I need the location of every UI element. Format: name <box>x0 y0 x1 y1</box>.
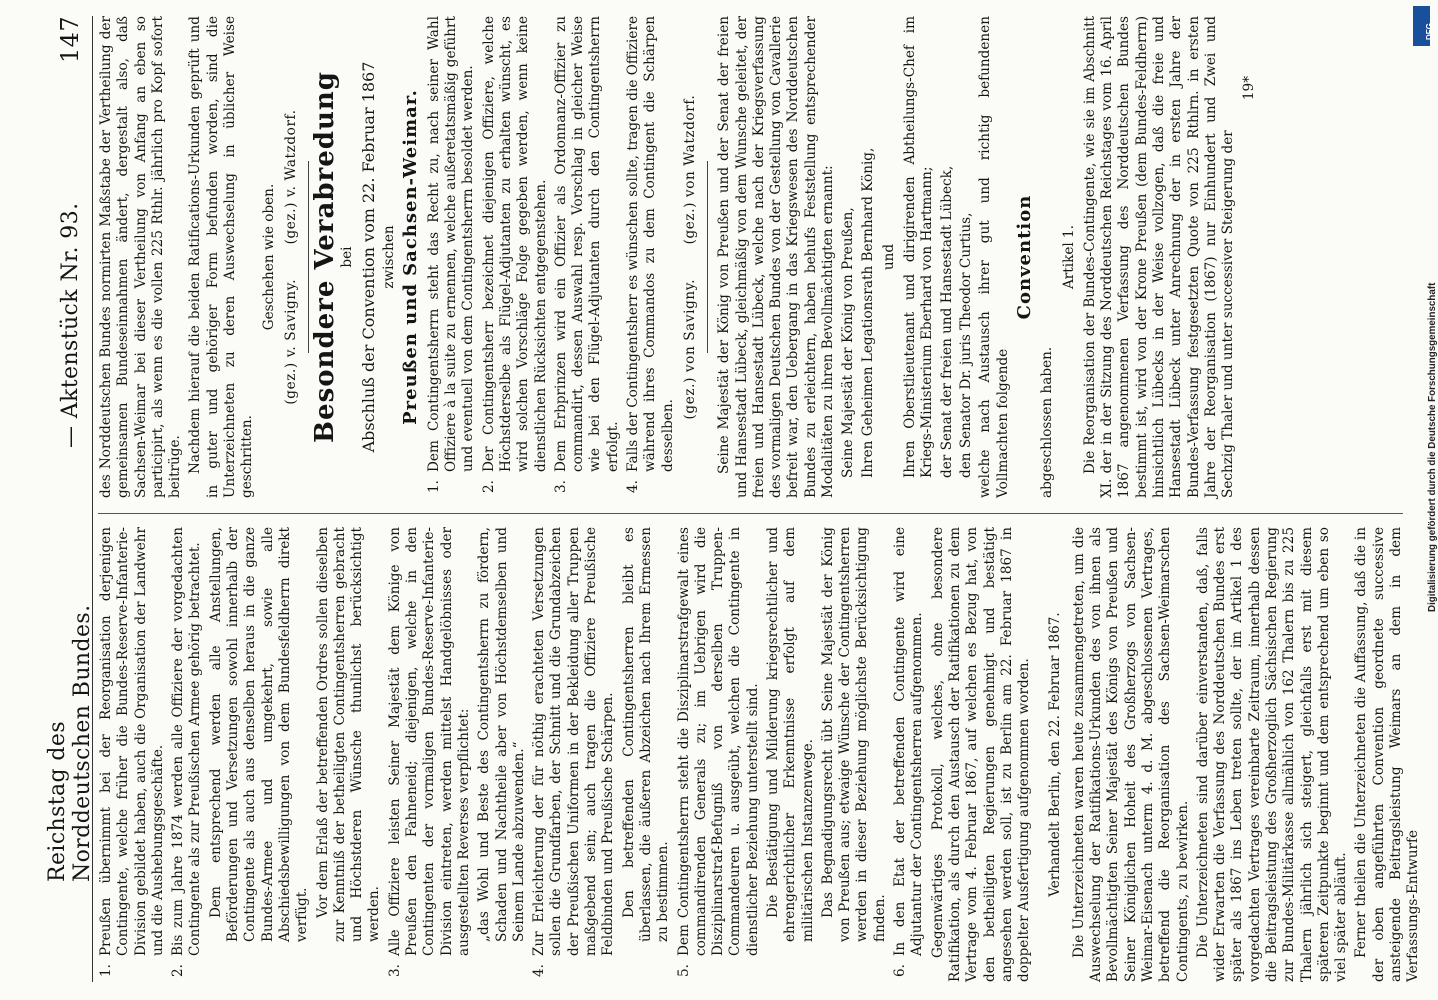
item-text: Dem Erbprinzen wird ein Offizier als Ordonnanz-Offizier zu commandirt, dessen Auswahl resp. Vorschlag in gleicher Weise wie bei den Flügel-Adjutanten durch den Contingentsherrn erfolgt. <box>552 16 621 472</box>
item-text: Alle Offiziere leisten Seiner Majestät dem Könige von Preußen den Fahneneid; diejenigen, welche in den Contingenten der vormaligen Bundes-Reserve-Infanterie-Division eintreten, werden mittelst Handgelöbnisses oder ausgestellten Reverses verpflichtet: <box>386 527 472 956</box>
list-item <box>625 16 677 498</box>
paragraph: Die Reorganisation der Bundes-Contingente, wie sie im Abschnitt XI. der in der Sitzung des Norddeutschen Reichstages vom 16. April 1867 angenommenen Verfassung des Norddeutschen Bundes bestimmt ist, wird von der Krone Preußen (dem Bundes-Feldherrn) hinsichtlich Lübecks in der Weise vollzogen, daß die freie und Hansestadt Lübeck unter Anrechnung der in ersten Jahre der Bundes-Verfassung festgesetzten Quote von 225 Rthlrn. in ersten Jahre der Reorganisation (1867) nur Einhundert und Zwei und Sechzig Thaler und unter successiver Steigerung der <box>1081 16 1237 498</box>
place-date: Verhandelt Berlin, den 22. Februar 1867. <box>1047 612 1064 897</box>
paragraph: Die Bestätigung und Milderung kriegsrechtlicher und ehrengerichtlicher Erkenntnisse erfolgt auf dem militärischen Instanzenwege. <box>764 527 816 942</box>
paragraph: welche nach Austausch ihrer gut und richtig befundenen Vollmachten folgende <box>977 16 1011 498</box>
signature-left: (gez.) von Savigny. <box>681 278 698 420</box>
list-item <box>426 16 478 498</box>
paragraph: abgeschlossen haben. <box>1039 346 1056 498</box>
signature-right: (gez.) v. Watzdorf. <box>282 109 299 245</box>
item-text: Preußen übernimmt bei der Reorganisation derjenigen Contingente, welche früher die Bundes-Reserve-Infanterie-Division gebildet haben, auch die Organisation der Landwehr und die Aushebungsgeschäfte. <box>98 527 166 956</box>
item-number: 2. <box>480 480 497 493</box>
item-number: 5. <box>675 964 692 977</box>
agreement-title: Besondere Verabredung <box>310 71 341 443</box>
paragraph: Dem entsprechend werden alle Anstellungen, Beförderungen und Versetzungen sowohl innerhalb der Contingente als auch aus denselben heraus in die ganze Bundes-Armee und umgekehrt, sowie alle Abschiedsbewilligungen von dem Bundesfeldherrn direkt verfügt. <box>207 527 311 942</box>
header-title: Reichstag des Norddeutschen Bundes. <box>45 604 95 882</box>
done-line: Geschehen wie oben. <box>260 183 277 331</box>
item-text: In den Etat der betreffenden Contingente wird eine Adjutantur der Contingentsherren aufgenommen. <box>892 527 926 956</box>
paragraph: Nachdem hierauf die beiden Ratifications-Urkunden geprüft und in guter und gehöriger Form befunden worden, sind die Unterzeichneten zu deren Auswechselung in üblicher Weise geschritten. <box>187 16 256 498</box>
item-number: 1. <box>98 964 114 977</box>
title-zwischen: zwischen <box>381 225 398 289</box>
credit-text: Digitalisierung gefördert durch die Deutsche Forschungsgemeinschaft <box>1427 282 1438 612</box>
separator <box>308 161 309 354</box>
item-number: 3. <box>552 480 569 493</box>
digitization-credit <box>1410 0 1438 1000</box>
signature-right: (gez.) von Watzdorf. <box>681 94 698 245</box>
list-item <box>531 527 617 982</box>
item-number: 6. <box>892 964 909 977</box>
signature-line <box>283 16 300 498</box>
item-number: 2. <box>170 964 187 977</box>
list-item <box>676 527 762 982</box>
convention-title: Convention <box>1013 194 1035 320</box>
item-text: Falls der Contingentsherr es wünschen sollte, tragen die Offiziere während ihres Commandos zu dem Contingent die Schärpen desselben. <box>625 16 676 472</box>
paragraph: Die Unterzeichneten waren heute zusammengetreten, um die Auswechselung der Ratifikations-Urkunden des von ihnen als Bevollmächtigten Seiner Majestät des Königs von Preußen und Seiner Königlichen Hoheit des Großherzogs von Sachsen-Weimar-Eisenach unterm 4. d. M. abgeschlossenen Vertrages, betreffend die Reorganisation des Sachsen-Weimarschen Contingents, zu bewirken. <box>1070 527 1191 982</box>
item-text: Dem Contingentsherrn steht die Disziplinarstrafgewalt eines commandirenden Generals zu; im Uebrigen wird die Disziplinarstraf-Befugniß von derselben Truppen-Commandeuren u. ausgeübt, welchen die Contingente in dienstlicher Beziehung unterstellt sind. <box>675 527 761 956</box>
text-columns <box>98 16 1422 982</box>
signature-line <box>682 16 699 498</box>
paragraph: Den betreffenden Contingentsherren bleibt es überlassen, die äußeren Abzeichen nach Ihrem Ermessen zu bestimmen. <box>620 527 672 942</box>
separator <box>707 161 708 354</box>
party-line: den Senator Dr. juris Theodor Curtius, <box>958 212 975 478</box>
list-item <box>170 527 205 982</box>
running-header <box>45 16 95 982</box>
party-line: Ihren Geheimen Legationsrath Bernhard König, <box>859 147 876 478</box>
paragraph: Seine Majestät der König von Preußen und der Senat der freien und Hansestadt Lübeck, gleichmäßig von dem Wunsche geleitet, der freien und Hansestadt Lübeck, welche nach der Kriegsverfassung des vormaligen Deutschen Bundes von der Gestellung von Cavallerie befreit war, den Uebergang in das Kriegswesen des Norddeutschen Bundes zu erleichtern, haben behufs Feststellung entsprechender Modalitäten zu ihren Bevollmächtigten ernannt: <box>716 16 836 498</box>
paragraph: Ferner theilen die Unterzeichneten die Auffassung, daß die in der oben angeführten Convention geordnete successive ansteigende Beitragsleistung Weimars an dem in dem Verfassungs-Entwurfe <box>1353 527 1422 982</box>
paragraph: Das Begnadigungsrecht übt Seine Majestät der König von Preußen aus; etwaige Wünsche der Contingentsherren werden in dieser Beziehung möglichste Berücksichtigung finden. <box>819 527 888 942</box>
item-text: Der Contingentsherr bezeichnet diejenigen Offiziere, welche Höchstderselbe als Flügel-Adjutanten zu erhalten wünscht, es wird solchen Vorschläge Folge gegeben werden, wenn keine dienstlichen Rücksichten entgegenstehen. <box>480 16 549 472</box>
item-text: Bis zum Jahre 1874 werden alle Offiziere der vorgedachten Contingente als zur Preußischen Armee gehörig betrachtet. <box>170 527 204 956</box>
list-item <box>98 527 167 982</box>
header-document-number: — Aktenstück Nr. 93. <box>57 202 83 449</box>
item-number: 1. <box>425 480 442 493</box>
header-rule <box>92 16 93 982</box>
page-number: 147 <box>56 16 84 64</box>
title-bei: bei <box>338 246 355 268</box>
paragraph: Die Unterzeichneten sind darüber einverstanden, daß, falls wider Erwarten die Verfassung des Norddeutschen Bundes erst später als 1867 ins Leben treten sollte, der im Artikel 1 des vorgedachten Vertrages vereinbarte Zeitraum, innerhalb dessen die Beitragsleistung des Großherzoglich Sächsischen Regierung zur Bundes-Militärkasse allmählich von 162 Thalern bis zu 225 Thalern jährlich sich steigert, gleichfalls erst mit diesem späteren Zeitpunkte beginnt und dem entsprechend um eben so viel später abläuft. <box>1194 527 1350 982</box>
right-column <box>98 16 1403 498</box>
oath-quote: „das Wohl und Beste des Contingentsherrn zu fördern, Schaden und Nachtheile aber von Höchstdemselben und Seinem Lande abzuwenden.“ <box>476 527 527 942</box>
list-item <box>481 16 550 498</box>
item-number: 4. <box>625 480 642 493</box>
rotated-page-content <box>45 16 1422 982</box>
und-line: und <box>880 243 897 271</box>
signature-mark: 19* <box>1240 76 1257 101</box>
paragraph: des Norddeutschen Bundes normirten Maßstabe der Vertheilung der gemeinsamen Bundeseinnahmen ändert, dergestalt also, daß Sachsen-Weimar bei dieser Vertheilung von Anfang an eben so participirt, als wenn es die vollen 225 Rthlr. jährlich pro Kopf sofort beitrüge. <box>98 16 184 498</box>
agreement-parties: Preußen und Sachsen-Weimar. <box>400 89 422 425</box>
agreement-subtitle: Abschluß der Convention vom 22. Februar 1867 <box>358 61 378 453</box>
column-divider <box>98 513 1403 514</box>
signature-left: (gez.) v. Savigny. <box>282 278 299 405</box>
item-number: 3. <box>386 964 403 977</box>
dfg-logo-text: DFG <box>1425 23 1434 40</box>
item-text: Zur Erleichterung der für nöthig erachteten Versetzungen sollen die Grundfarben, der Schnitt und die Grundabzeichen der Preußischen Uniformen in der Bekleidung aller Truppen maßgebend sein; auch tragen die Offiziere Preußische Feldbinden und Preußische Schärpen. <box>531 527 617 956</box>
paragraph: Vor dem Erlaß der betreffenden Ordres sollen dieselben zur Kenntniß der betheiligten Contingentsherren gebracht und Höchstderen Wünsche thunlichst berücksichtigt werden. <box>314 527 383 942</box>
left-column <box>98 527 1422 982</box>
list-item <box>553 16 622 498</box>
item-text: Dem Contingentsherrn steht das Recht zu, nach seiner Wahl Offiziere à la suite zu ernennen, welche außeretatsmäßig geführt und eventuell von dem Contingentsherrn besoldet werden. <box>425 16 477 472</box>
list-item <box>892 527 927 982</box>
item-number: 4. <box>531 964 548 977</box>
list-item <box>387 527 473 982</box>
article-heading: Artikel 1. <box>1060 224 1077 290</box>
party-line: Ihren Oberstlieutenant und dirigirenden Abtheilungs-Chef im Kriegs-Ministerium Eberhard von Hartmann; <box>902 16 936 478</box>
party-line: der Senat der freien und Hansestadt Lübeck, <box>938 165 955 478</box>
protocol-paragraph: Gegenwärtiges Protokoll, welches, ohne besondere Ratifikation, als durch den Austausch der Ratifikationen zu dem Vertrage vom 4. Februar 1867, auf welchen es Bezug hat, von den betheiligten Regierungen genehmigt und bestätigt angesehen werden soll, ist zu Berlin am 22. Februar 1867 in doppelter Ausfertigung aufgenommen worden. <box>929 527 1033 982</box>
party-line: Seine Majestät der König von Preußen, <box>840 207 857 478</box>
